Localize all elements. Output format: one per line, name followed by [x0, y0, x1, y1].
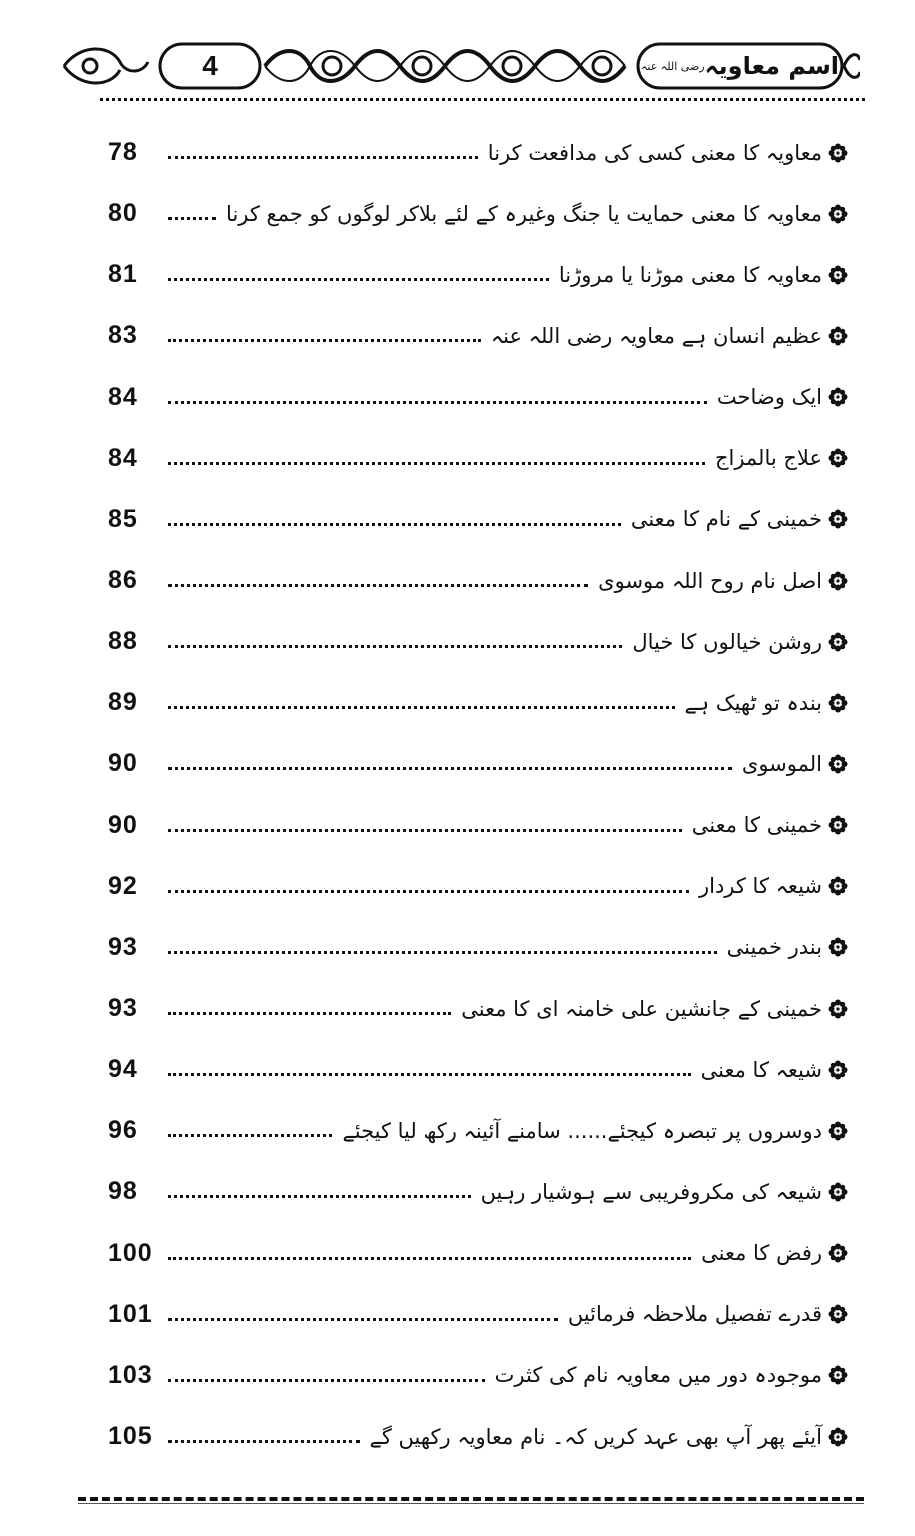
toc-entry — [108, 1161, 848, 1222]
toc-entry — [108, 795, 848, 856]
toc-entry — [108, 1039, 848, 1100]
toc-page-number: 93 — [108, 994, 138, 1023]
toc-title: بندہ تو ٹھیک ہے — [684, 690, 822, 715]
dot-leader — [168, 401, 707, 404]
dot-leader — [168, 523, 621, 526]
flower-bullet-icon — [828, 571, 848, 591]
toc-entry — [108, 183, 848, 244]
dot-leader — [168, 156, 478, 159]
flower-bullet-icon — [828, 693, 848, 713]
flower-bullet-icon — [828, 387, 848, 407]
toc-title: دوسروں پر تبصرہ کیجئے...... سامنے آئینہ رکھ لیا کیجئے — [342, 1118, 822, 1143]
toc-title: معاویہ کا معنی کسی کی مدافعت کرنا — [487, 140, 822, 165]
dot-leader — [168, 278, 549, 281]
toc-entry — [108, 1100, 848, 1161]
header-divider — [100, 98, 865, 101]
dot-leader — [168, 951, 717, 954]
toc-title: معاویہ کا معنی موڑنا یا مروڑنا — [558, 262, 822, 287]
flower-bullet-icon — [828, 1243, 848, 1263]
toc-title: موجودہ دور میں معاویہ نام کی کثرت — [494, 1363, 822, 1388]
toc-page-number: 92 — [108, 871, 138, 900]
toc-page-number: 90 — [108, 749, 138, 778]
toc-page-number: 101 — [108, 1299, 153, 1328]
toc-title: خمینی کا معنی — [691, 813, 822, 838]
flower-bullet-icon — [828, 509, 848, 529]
toc-title: شیعہ کی مکروفریبی سے ہوشیار رہیں — [480, 1179, 822, 1204]
flower-bullet-icon — [828, 326, 848, 346]
toc-entry — [108, 122, 848, 183]
dot-leader — [168, 890, 689, 893]
flower-bullet-icon — [828, 1121, 848, 1141]
toc-title: معاویہ کا معنی حمایت یا جنگ وغیرہ کے لئے بلاکر لوگوں کو جمع کرنا — [226, 201, 822, 226]
toc-page-number: 94 — [108, 1055, 138, 1084]
toc-entry — [108, 917, 848, 978]
toc-page-number: 78 — [108, 138, 138, 167]
toc-entry — [108, 489, 848, 550]
book-title — [638, 44, 842, 88]
flower-bullet-icon — [828, 632, 848, 652]
toc-page-number: 98 — [108, 1177, 138, 1206]
dot-leader — [168, 1073, 691, 1076]
dot-leader — [168, 767, 732, 770]
flower-bullet-icon — [828, 1304, 848, 1324]
toc-page-number: 88 — [108, 627, 138, 656]
toc-page-number: 84 — [108, 443, 138, 472]
toc-title: رفض کا معنی — [701, 1241, 822, 1266]
flower-bullet-icon — [828, 754, 848, 774]
toc-entry — [108, 1284, 848, 1345]
dot-leader — [168, 706, 675, 709]
toc-entry — [108, 244, 848, 305]
toc-page-number: 86 — [108, 566, 138, 595]
toc-title: شیعہ کا معنی — [700, 1057, 822, 1082]
toc-title: عظیم انسان ہے معاویہ رضی اللہ عنہ — [490, 323, 822, 348]
honorific-mark: رضی اللہ عنہ — [640, 59, 705, 73]
toc-entry — [108, 1345, 848, 1406]
flower-bullet-icon — [828, 1182, 848, 1202]
toc-entry — [108, 367, 848, 428]
dot-leader — [168, 1257, 691, 1260]
toc-title: الموسوی — [741, 751, 822, 776]
table-of-contents — [108, 122, 848, 1467]
toc-page-number: 81 — [108, 260, 138, 289]
flower-bullet-icon — [828, 265, 848, 285]
dot-leader — [168, 1195, 471, 1198]
toc-page-number: 83 — [108, 321, 138, 350]
flower-bullet-icon — [828, 204, 848, 224]
flower-bullet-icon — [828, 448, 848, 468]
dot-leader — [168, 1318, 558, 1321]
toc-title: اصل نام روح اللہ موسوی — [598, 568, 822, 593]
dot-leader — [168, 1379, 485, 1382]
toc-title: ایک وضاحت — [716, 385, 822, 410]
toc-entry — [108, 611, 848, 672]
book-title-text: اسم معاویہ — [704, 52, 840, 80]
toc-page-number: 100 — [108, 1238, 153, 1267]
toc-title: خمینی کے نام کا معنی — [630, 507, 822, 532]
dot-leader — [168, 462, 705, 465]
toc-page-number: 80 — [108, 199, 138, 228]
flower-bullet-icon — [828, 999, 848, 1019]
flower-bullet-icon — [828, 815, 848, 835]
toc-title: آیئے پھر آپ بھی عہد کریں کہ۔ نام معاویہ رکھیں گے — [369, 1424, 822, 1449]
toc-page-number: 85 — [108, 504, 138, 533]
toc-page-number: 89 — [108, 688, 138, 717]
toc-page-number: 84 — [108, 382, 138, 411]
dot-leader — [168, 1440, 360, 1443]
dot-leader — [168, 584, 588, 587]
flower-bullet-icon — [828, 143, 848, 163]
toc-title: علاج بالمزاج — [714, 446, 822, 471]
toc-page-number: 105 — [108, 1422, 153, 1451]
toc-title: روشن خیالوں کا خیال — [632, 629, 822, 654]
dot-leader — [168, 217, 216, 220]
toc-title: شیعہ کا کردار — [698, 874, 822, 899]
page-header — [60, 38, 860, 94]
dot-leader — [168, 645, 622, 648]
toc-title: خمینی کے جانشین علی خامنہ ای کا معنی — [461, 996, 822, 1021]
toc-entry — [108, 733, 848, 794]
flower-bullet-icon — [828, 876, 848, 896]
footer-divider-line — [78, 1503, 864, 1504]
toc-page-number: 103 — [108, 1360, 153, 1389]
toc-entry — [108, 428, 848, 489]
toc-entry — [108, 672, 848, 733]
flower-bullet-icon — [828, 1060, 848, 1080]
toc-page-number: 90 — [108, 810, 138, 839]
dot-leader — [168, 1134, 332, 1137]
dot-leader — [168, 339, 481, 342]
toc-page-number: 93 — [108, 932, 138, 961]
toc-title: قدرے تفصیل ملاحظہ فرمائیں — [567, 1302, 822, 1327]
flower-bullet-icon — [828, 1427, 848, 1447]
toc-page-number: 96 — [108, 1116, 138, 1145]
toc-entry — [108, 1223, 848, 1284]
toc-title: بندر خمینی — [726, 935, 822, 960]
flower-bullet-icon — [828, 1365, 848, 1385]
flower-bullet-icon — [828, 937, 848, 957]
footer-divider — [78, 1497, 864, 1501]
toc-entry — [108, 856, 848, 917]
toc-entry — [108, 978, 848, 1039]
dot-leader — [168, 1012, 451, 1015]
dot-leader — [168, 829, 682, 832]
toc-entry — [108, 550, 848, 611]
toc-entry — [108, 1406, 848, 1467]
page-number: 4 — [202, 50, 218, 81]
toc-entry — [108, 305, 848, 366]
